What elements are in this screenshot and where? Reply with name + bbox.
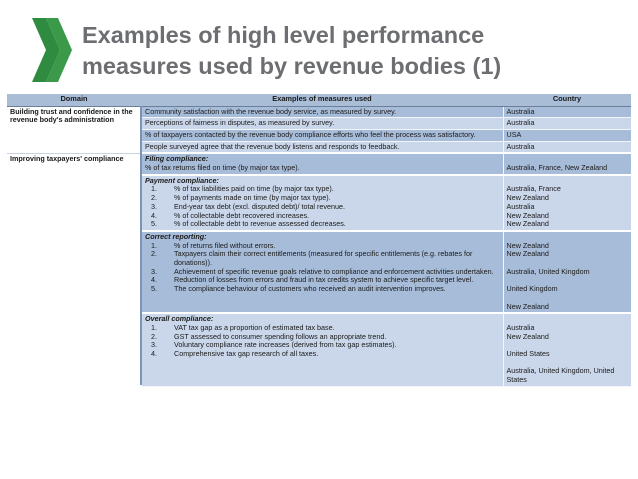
country-text: New Zealand [506,210,549,220]
subheading: Payment compliance: [145,175,219,185]
double-chevron-icon [28,16,74,84]
domain-trust: Building trust and confidence in the revenue body's administration [7,106,141,153]
filing-compliance-cell [141,153,503,174]
list-item: 4. Comprehensive tax gap research of all taxes. [151,349,319,359]
country-cell: USA [503,129,631,141]
list-item: 4. % of collectable debt recovered increases. [151,210,310,220]
list-item: 3. Achievement of specific revenue goals relative to compliance and enforcement activities undertaken. [151,266,494,276]
country-text: Australia, France, New Zealand [506,163,608,173]
country-text: United States [506,349,550,359]
country-text: New Zealand [506,249,549,259]
list-item: 5. % of collectable debt to revenue assessed decreases. [151,219,346,229]
table-row [7,106,631,118]
list-item: 3. End-year tax debt (excl. disputed debt)/ total revenue. [151,201,346,211]
country-text: New Zealand [506,193,549,203]
country-cell: Australia [503,141,631,153]
country-text: Australia [506,322,535,332]
list-item: 1. VAT tax gap as a proportion of estimated tax base. [151,322,335,332]
subheading: Filing compliance: [145,154,209,164]
list-item: 2. % of payments made on time (by major tax type). [151,193,331,203]
list-item: 2. GST assessed to consumer spending follows an appropriate trend. [151,331,387,341]
list-item: 1. % of tax liabilities paid on time (by major tax type). [151,184,334,194]
page-title [82,20,622,82]
country-text: New Zealand [506,240,549,250]
list-item: 1. % of returns filed without errors. [151,240,276,250]
subheading: Overall compliance: [145,314,214,324]
list-item: 3. Voluntary compliance rate increases (derived from tax gap estimates). [151,340,397,350]
header-measures: Examples of measures used [141,94,503,106]
title-line-1: Examples of high level performance [82,22,485,48]
country-text: Australia, United Kingdom [506,266,590,276]
list-item: 2. Taxpayers claim their correct entitlements (measured for specific entitlements (e.g. rebates for donations)). [151,249,473,268]
measure-cell: Perceptions of fairness in disputes, as measured by survey. [141,118,503,130]
header-domain: Domain [7,94,141,106]
country-text: New Zealand [506,331,549,341]
country-text: Australia, France [506,184,561,194]
country-text: Australia [506,201,535,211]
measure-cell: % of taxpayers contacted by the revenue body compliance efforts who feel the process was satisfactory. [141,129,503,141]
country-cell: Australia [503,118,631,130]
country-text: United Kingdom [506,284,558,294]
country-cell [503,175,631,231]
country-text: Australia, United Kingdom, United States [506,366,615,385]
measure-cell: Community satisfaction with the revenue body service, as measured by survey. [141,106,503,118]
country-text: New Zealand [506,301,549,311]
correct-reporting-cell [141,231,503,313]
list-item: 4. Reduction of losses from errors and fraud in tax credits system to achieve specific target level. [151,275,474,285]
country-cell [503,313,631,386]
title-line-2: measures used by revenue bodies (1) [82,53,502,79]
subheading: Correct reporting: [145,231,207,241]
country-cell: Australia [503,106,631,118]
table-row [7,153,631,174]
header-country: Country [503,94,631,106]
overall-compliance-cell [141,313,503,386]
list-item: 5. The compliance behaviour of customers who received an audit intervention improves. [151,284,446,294]
country-text: New Zealand [506,219,549,229]
domain-compliance: Improving taxpayers' compliance [7,153,141,386]
country-cell [503,231,631,313]
measure-cell: People surveyed agree that the revenue body listens and responds to feedback. [141,141,503,153]
country-cell [503,153,631,174]
payment-compliance-cell [141,175,503,231]
measure-text: % of tax returns filed on time (by major tax type). [145,163,300,173]
measures-table [7,94,631,479]
table-header-row [7,94,631,106]
